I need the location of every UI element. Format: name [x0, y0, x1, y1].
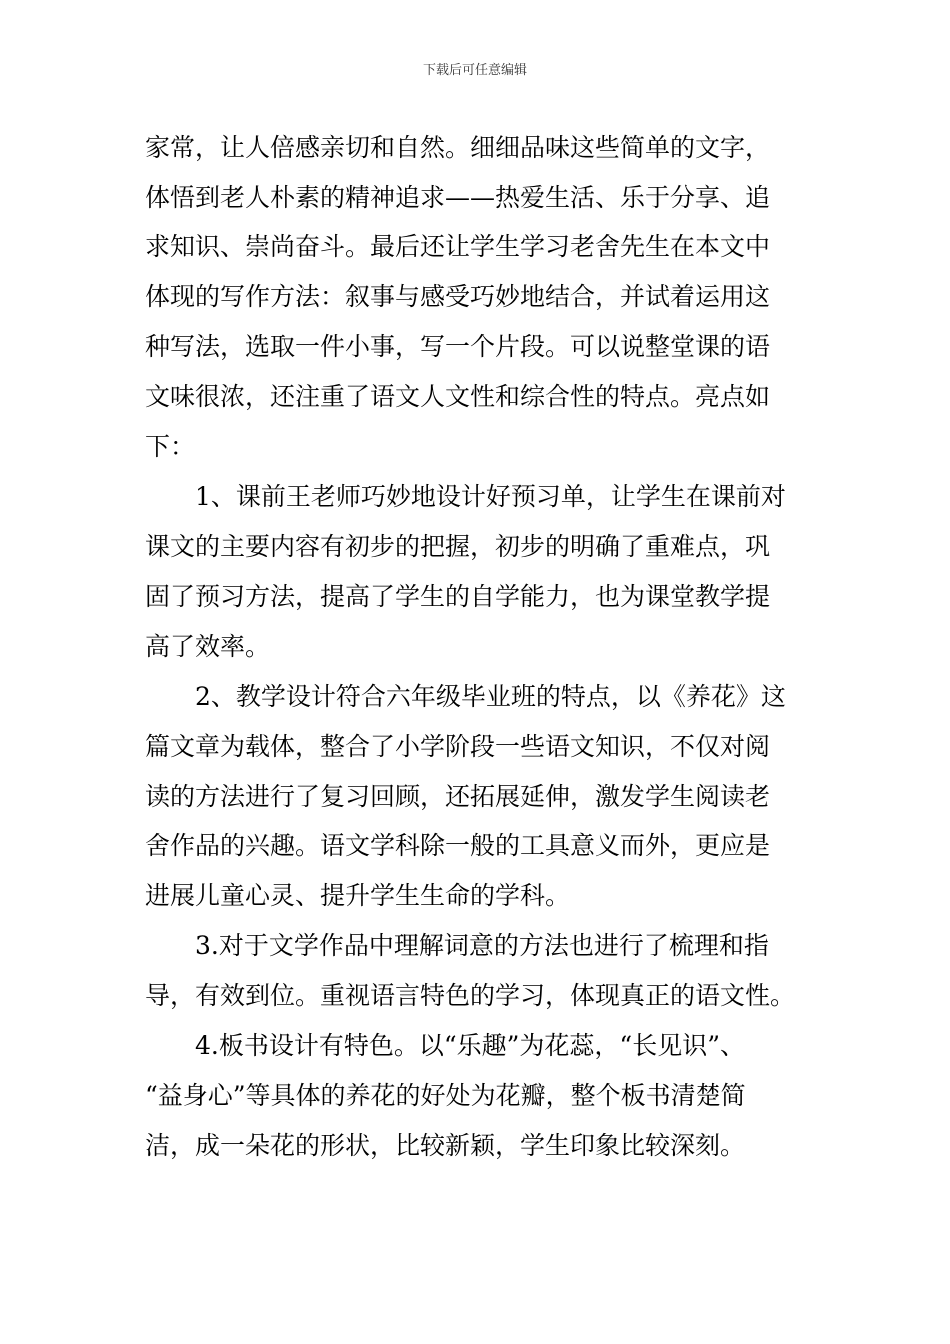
text-line: 固了预习方法，提高了学生的自学能力，也为课堂教学提 — [145, 582, 771, 611]
text-line: 进展儿童心灵、提升学生生命的学科。 — [145, 881, 571, 910]
paragraph-start-line: 3.对于文学作品中理解词意的方法也进行了梳理和指 — [195, 931, 769, 960]
text-line: 文味很浓，还注重了语文人文性和综合性的特点。亮点如 — [145, 382, 771, 411]
page-header: 下载后可任意编辑 — [422, 63, 527, 78]
text-line: 舍作品的兴趣。语文学科除一般的工具意义而外，更应是 — [145, 831, 771, 860]
text-line: 读的方法进行了复习回顾，还拓展延伸，激发学生阅读老 — [145, 782, 771, 811]
text-line: 洁，成一朵花的形状，比较新颖，学生印象比较深刻。 — [145, 1131, 746, 1160]
text-line: 导，有效到位。重视语言特色的学习，体现真正的语文性。 — [145, 981, 796, 1010]
text-line: “益身心”等具体的养花的好处为花瓣，整个板书清楚简 — [145, 1081, 746, 1110]
text-line: 下： — [145, 432, 196, 461]
text-line: 种写法，选取一件小事，写一个片段。可以说整堂课的语 — [145, 332, 771, 361]
text-line: 体现的写作方法：叙事与感受巧妙地结合，并试着运用这 — [145, 282, 771, 311]
text-line: 体悟到老人朴素的精神追求——热爱生活、乐于分享、追 — [145, 183, 771, 212]
text-line: 求知识、崇尚奋斗。最后还让学生学习老舍先生在本文中 — [145, 232, 771, 261]
paragraph-start-line: 4.板书设计有特色。以“乐趣”为花蕊，“长见识”、 — [195, 1031, 745, 1060]
text-line: 高了效率。 — [145, 632, 271, 661]
paragraph-start-line: 2、教学设计符合六年级毕业班的特点，以《养花》这 — [195, 682, 786, 711]
text-line: 家常，让人倍感亲切和自然。细细品味这些简单的文字， — [145, 133, 771, 162]
paragraph-start-line: 1、课前王老师巧妙地设计好预习单，让学生在课前对 — [195, 482, 786, 511]
text-line: 课文的主要内容有初步的把握，初步的明确了重难点，巩 — [145, 532, 771, 561]
text-line: 篇文章为载体，整合了小学阶段一些语文知识，不仅对阅 — [145, 732, 771, 761]
